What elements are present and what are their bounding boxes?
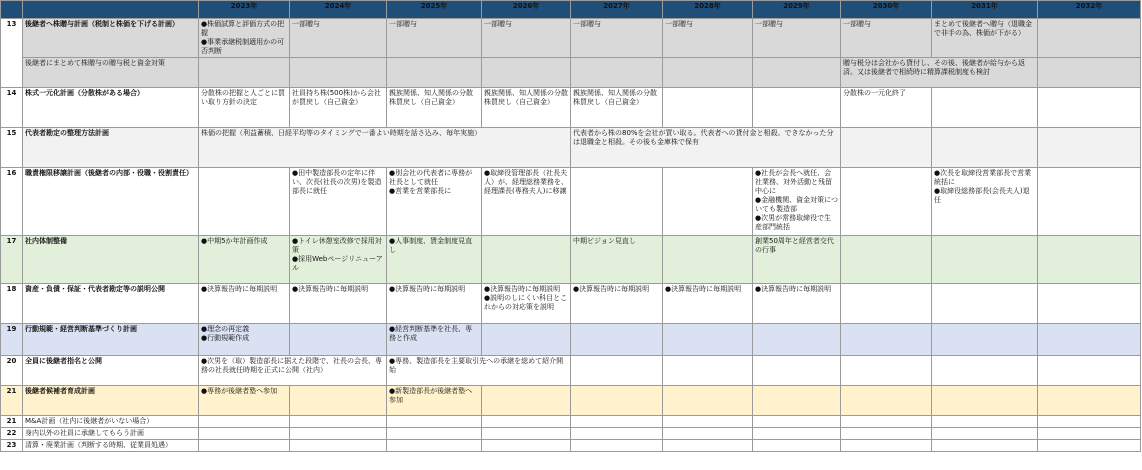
cell-2032[interactable] — [1038, 19, 1141, 58]
row-number[interactable]: 18 — [1, 284, 23, 324]
cell-2029[interactable]: 一部贈与 — [753, 19, 841, 58]
cell-2030[interactable] — [841, 386, 932, 416]
cell-2023[interactable]: ●次男を（取）製造部長に据えた段階で、社長の会長、専務の社長就任時期を正式に公開（社内） — [199, 356, 387, 386]
year-header[interactable]: 2030年 — [841, 1, 932, 19]
table-row — [1, 356, 1141, 386]
cell-2027[interactable] — [571, 416, 663, 428]
cell-2027[interactable] — [571, 58, 663, 88]
cell-2031[interactable] — [932, 324, 1038, 356]
cell-2027[interactable] — [571, 324, 663, 356]
cell-2030[interactable]: 一部贈与 — [841, 19, 932, 58]
year-header[interactable]: 2023年 — [199, 1, 290, 19]
cell-2032[interactable] — [1038, 284, 1141, 324]
cell-2024[interactable] — [290, 416, 387, 428]
year-header[interactable]: 2028年 — [663, 1, 753, 19]
cell-2029[interactable]: ●決算報告時に毎期説明 — [753, 284, 841, 324]
plan-name[interactable]: M&A計画（社内に後継者がいない場合） — [23, 416, 199, 428]
row-number[interactable]: 21 — [1, 416, 23, 428]
cell-2026[interactable] — [482, 440, 571, 452]
cell-2030[interactable] — [841, 440, 932, 452]
cell-2026[interactable] — [482, 428, 571, 440]
header-blank-num — [1, 1, 23, 19]
cell-2023[interactable]: ●理念の再定義 ●行動規範作成 — [199, 324, 290, 356]
cell-2024[interactable] — [290, 440, 387, 452]
cell-2032[interactable] — [1038, 88, 1141, 128]
cell-2025[interactable]: ●決算報告時に毎期説明 — [387, 284, 482, 324]
cell-2028[interactable] — [663, 324, 753, 356]
cell-2025[interactable] — [387, 428, 482, 440]
cell-2030[interactable] — [841, 428, 932, 440]
cell-2030[interactable] — [841, 236, 932, 284]
cell-2023[interactable] — [199, 168, 290, 236]
cell-2025[interactable]: ●別会社の代表者に専務が社長として就任 ●営業を営業部長に — [387, 168, 482, 236]
cell-2027[interactable]: ●決算報告時に毎期説明 — [571, 284, 663, 324]
row-number[interactable]: 21 — [1, 386, 23, 416]
table-row — [1, 428, 1141, 440]
cell-2028[interactable] — [663, 236, 753, 284]
plan-name[interactable]: 後継者候補者育成計画 — [23, 386, 199, 416]
cell-2025[interactable]: ●専務、製造部長を主要取引先への承継を総めて紹介開始 — [387, 356, 571, 386]
cell-2032[interactable] — [1038, 440, 1141, 452]
cell-2031[interactable]: まとめて後継者へ贈与（退職金で非手の為、株価が下がる） — [932, 19, 1038, 58]
table-row — [1, 386, 1141, 416]
row-number[interactable]: 14 — [1, 88, 23, 128]
plan-name[interactable]: 社内体制整備 — [23, 236, 199, 284]
cell-2024[interactable]: 一部贈与 — [290, 19, 387, 58]
year-header[interactable]: 2025年 — [387, 1, 482, 19]
cell-2027[interactable]: 代表者から株の80%を会社が買い取る。代表者への貸付金と相殺。できなかった分は退職金と相殺。その後も金庫株で保有 — [571, 128, 841, 168]
cell-2032[interactable] — [1038, 324, 1141, 356]
plan-name[interactable]: 全員に後継者指名と公開 — [23, 356, 199, 386]
cell-2029[interactable] — [753, 58, 841, 88]
year-header[interactable]: 2031年 — [932, 1, 1038, 19]
cell-2030[interactable] — [841, 128, 932, 168]
cell-2024[interactable]: ●決算報告時に毎期説明 — [290, 284, 387, 324]
cell-2028[interactable] — [663, 416, 753, 428]
cell-2023[interactable]: ●決算報告時に毎期説明 — [199, 284, 290, 324]
plan-name[interactable]: 代表者勘定の整理方法計画 — [23, 128, 199, 168]
cell-2027[interactable] — [571, 440, 663, 452]
cell-2027[interactable]: 一部贈与 — [571, 19, 663, 58]
year-header[interactable]: 2032年 — [1038, 1, 1141, 19]
cell-2023[interactable]: ●専務が後継者塾へ参加 — [199, 386, 290, 416]
cell-2031[interactable] — [932, 440, 1038, 452]
cell-2023[interactable] — [199, 58, 290, 88]
table-row — [1, 19, 1141, 58]
cell-2024[interactable] — [290, 58, 387, 88]
cell-2023[interactable] — [199, 440, 290, 452]
cell-2025[interactable]: 親族関係、知人関係の分散株買戻し（自己資金） — [387, 88, 482, 128]
table-row — [1, 88, 1141, 128]
cell-2025[interactable]: 一部贈与 — [387, 19, 482, 58]
year-header[interactable]: 2024年 — [290, 1, 387, 19]
cell-2029[interactable] — [753, 416, 841, 428]
row-number[interactable]: 19 — [1, 324, 23, 356]
cell-2024[interactable] — [290, 428, 387, 440]
cell-2029[interactable] — [753, 428, 841, 440]
cell-2032[interactable] — [1038, 128, 1141, 168]
row-number[interactable]: 16 — [1, 168, 23, 236]
cell-2023[interactable] — [199, 428, 290, 440]
row-number[interactable]: 15 — [1, 128, 23, 168]
cell-2026[interactable]: ●取締役管理部長（社長夫人）が、経理総務業務を、経理課長(専務夫人)に移譲 — [482, 168, 571, 236]
row-number[interactable]: 23 — [1, 440, 23, 452]
cell-2024[interactable] — [290, 324, 387, 356]
cell-2026[interactable]: 親族関係、知人関係の分散株買戻し（自己資金） — [482, 88, 571, 128]
row-number[interactable]: 20 — [1, 356, 23, 386]
cell-2028[interactable] — [663, 88, 753, 128]
row-number[interactable]: 17 — [1, 236, 23, 284]
cell-2028[interactable]: 一部贈与 — [663, 19, 753, 58]
cell-2030[interactable] — [841, 324, 932, 356]
cell-2028[interactable] — [663, 428, 753, 440]
cell-2025[interactable]: ●新製造部長が後継者塾へ参加 — [387, 386, 482, 416]
cell-2026[interactable]: ●決算報告時に毎期説明 ●説明のしにくい科目とこれからの対応策を説明 — [482, 284, 571, 324]
cell-2023[interactable]: 株価の把握（利益蓄積、日経平均等のタイミングで一番よい時期を話さ込み、毎年実施） — [199, 128, 571, 168]
cell-2030[interactable] — [841, 284, 932, 324]
cell-2032[interactable] — [1038, 168, 1141, 236]
cell-2028[interactable] — [663, 440, 753, 452]
plan-name[interactable]: 行動規範・経営判断基準づくり計画 — [23, 324, 199, 356]
cell-2027[interactable]: 中期ビジョン見直し — [571, 236, 663, 284]
cell-2024[interactable]: 社員持ち株(500株)から会社が買戻し（自己資金） — [290, 88, 387, 128]
cell-2030[interactable]: 分散株の一元化終了 — [841, 88, 932, 128]
table-row — [1, 416, 1141, 428]
cell-2030[interactable] — [841, 416, 932, 428]
cell-2023[interactable]: 分散株の把握と人ごとに買い取り方針の決定 — [199, 88, 290, 128]
cell-2028[interactable]: ●決算報告時に毎期説明 — [663, 284, 753, 324]
cell-2029[interactable] — [753, 88, 841, 128]
cell-2028[interactable] — [663, 168, 753, 236]
plan-name[interactable]: 後継者にまとめて株贈与の贈与税と資金対策 — [23, 58, 199, 88]
year-header[interactable]: 2026年 — [482, 1, 571, 19]
cell-2027[interactable] — [571, 386, 663, 416]
plan-name[interactable]: 身内以外の社員に承継してもらう計画 — [23, 428, 199, 440]
table-row — [1, 58, 1141, 88]
cell-2026[interactable] — [482, 386, 571, 416]
cell-2027[interactable] — [571, 356, 663, 386]
cell-2024[interactable] — [290, 386, 387, 416]
cell-2025[interactable]: ●経営判断基準を社長、専務と作成 — [387, 324, 482, 356]
cell-2030[interactable] — [841, 168, 932, 236]
cell-2025[interactable] — [387, 58, 482, 88]
cell-2026[interactable] — [482, 58, 571, 88]
cell-2025[interactable] — [387, 440, 482, 452]
table-row — [1, 236, 1141, 284]
cell-2026[interactable] — [482, 416, 571, 428]
year-header[interactable]: 2029年 — [753, 1, 841, 19]
cell-2032[interactable] — [1038, 356, 1141, 386]
cell-2031[interactable] — [932, 416, 1038, 428]
cell-2028[interactable] — [663, 356, 753, 386]
cell-2032[interactable] — [1038, 386, 1141, 416]
cell-2031[interactable] — [932, 88, 1038, 128]
cell-2029[interactable]: 創業50周年と経営者交代の行事 — [753, 236, 841, 284]
year-header-row — [1, 1, 1141, 19]
table-row — [1, 284, 1141, 324]
plan-name[interactable]: 後継者へ株贈与計画（税制と株価を下げる計画） — [23, 19, 199, 58]
cell-2027[interactable] — [571, 168, 663, 236]
cell-2031[interactable] — [932, 356, 1038, 386]
row-number[interactable]: 22 — [1, 428, 23, 440]
cell-2029[interactable] — [753, 386, 841, 416]
cell-2029[interactable] — [753, 440, 841, 452]
cell-2030[interactable] — [841, 356, 932, 386]
cell-2031[interactable] — [932, 236, 1038, 284]
cell-2025[interactable] — [387, 416, 482, 428]
cell-2028[interactable] — [663, 386, 753, 416]
cell-2032[interactable] — [1038, 58, 1141, 88]
cell-2027[interactable] — [571, 428, 663, 440]
cell-2030[interactable]: 贈与税分は会社から貸付し、その後、後継者が給与から返済。又は後継者で相続時に精算課税制度も検討 — [841, 58, 1038, 88]
cell-2029[interactable] — [753, 324, 841, 356]
plan-name[interactable]: 株式一元化計画（分散株がある場合） — [23, 88, 199, 128]
cell-2031[interactable] — [932, 428, 1038, 440]
cell-2025[interactable]: ●人事制度、賃金制度見直し — [387, 236, 482, 284]
year-header[interactable]: 2027年 — [571, 1, 663, 19]
cell-2026[interactable] — [482, 324, 571, 356]
plan-name[interactable]: 清算・廃業計画（判断する時期、従業員処遇） — [23, 440, 199, 452]
cell-2031[interactable] — [932, 386, 1038, 416]
cell-2024[interactable]: ●田中製造部長の定年に伴い、次長(社長の次男)を製造部長に就任 — [290, 168, 387, 236]
cell-2032[interactable] — [1038, 236, 1141, 284]
cell-2028[interactable] — [663, 58, 753, 88]
table-row — [1, 128, 1141, 168]
cell-2023[interactable] — [199, 416, 290, 428]
table-row — [1, 324, 1141, 356]
cell-2024[interactable]: ●トイレ休憩室改修で採用対策 ●採用Webページリニューアル — [290, 236, 387, 284]
table-row — [1, 168, 1141, 236]
table-row — [1, 440, 1141, 452]
header-blank-plan — [23, 1, 199, 19]
cell-2026[interactable] — [482, 236, 571, 284]
plan-name[interactable]: 職責権限移譲計画（後継者の内部・役職・役割責任） — [23, 168, 199, 236]
cell-2029[interactable] — [753, 356, 841, 386]
cell-2032[interactable] — [1038, 416, 1141, 428]
cell-2031[interactable]: ●次長を取締役営業部長で営業統括に ●取締役総務部長(会長夫人)退任 — [932, 168, 1038, 236]
cell-2032[interactable] — [1038, 428, 1141, 440]
cell-2023[interactable]: ●中期5か年計画作成 — [199, 236, 290, 284]
cell-2026[interactable]: 一部贈与 — [482, 19, 571, 58]
row-number[interactable]: 13 — [1, 19, 23, 88]
cell-2027[interactable]: 親族関係、知人関係の分散株買戻し（自己資金） — [571, 88, 663, 128]
cell-2023[interactable]: ●株価試算と評価方式の把握 ●事業承継税制適用かの可否判断 — [199, 19, 290, 58]
cell-2031[interactable] — [932, 128, 1038, 168]
cell-2029[interactable]: ●社長が会長へ就任、会社業務、対外活動と残留中心に ●金融機関、資金対策についても製造部 ●次男が常務取締役で生産部門統括 — [753, 168, 841, 236]
plan-name[interactable]: 資産・負債・保証・代表者勘定等の説明公開 — [23, 284, 199, 324]
cell-2031[interactable] — [932, 284, 1038, 324]
